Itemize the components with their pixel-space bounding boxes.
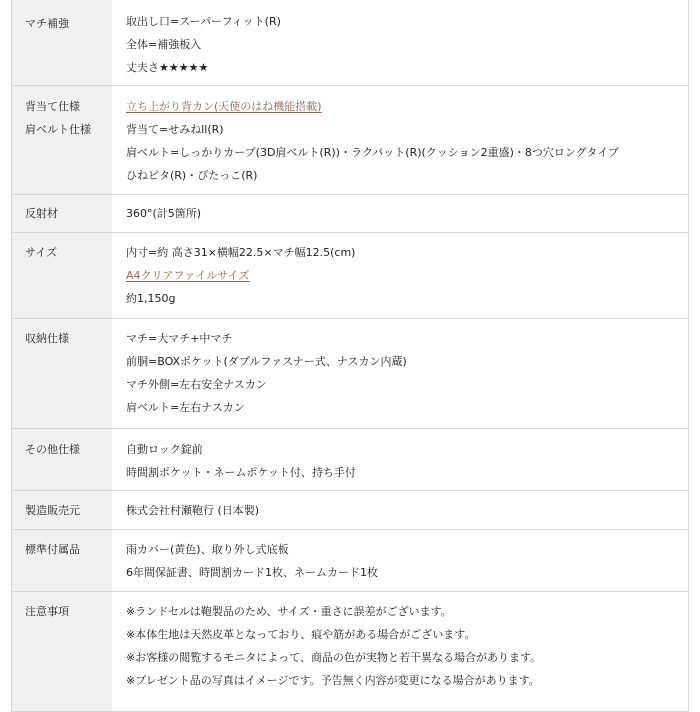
spec-row-size xyxy=(12,233,688,319)
spec-row-sonota xyxy=(12,429,688,491)
spec-value xyxy=(112,86,688,194)
spec-row-machi-hokyo xyxy=(12,0,688,86)
spec-line: 丈夫さ★★★★★ xyxy=(126,61,209,74)
spec-row-shuno xyxy=(12,319,688,429)
spec-label xyxy=(12,429,112,490)
spec-label xyxy=(12,233,112,318)
spec-line: ひねピタ(R)・ぴたっこ(R) xyxy=(126,169,258,182)
spec-line: 自動ロック錠前 xyxy=(126,443,203,456)
spec-label-text: マチ補強 xyxy=(25,17,69,30)
spec-row-hanshazai xyxy=(12,195,688,233)
spec-label xyxy=(12,592,112,711)
spec-label xyxy=(12,530,112,591)
spec-line: 雨カバー(黄色)、取り外し式底板 xyxy=(126,543,289,556)
spec-row-maker xyxy=(12,491,688,530)
spec-line: 6年間保証書、時間割カード1枚、ネームカード1枚 xyxy=(126,566,378,579)
spec-line: ※本体生地は天然皮革となっており、痕や筋がある場合がございます。 xyxy=(126,628,476,641)
spec-value xyxy=(112,592,688,711)
spec-line: ※プレゼント品の写真はイメージです。予告無く内容が変更になる場合があります。 xyxy=(126,674,540,687)
spec-value xyxy=(112,491,688,529)
a4-clearfile-size-link[interactable]: A4クリアファイルサイズ xyxy=(126,269,250,282)
spec-value xyxy=(112,195,688,232)
spec-table xyxy=(11,0,689,712)
spec-label-text: 肩ベルト仕様 xyxy=(25,123,91,136)
spec-line: ※ランドセルは鞄製品のため、サイズ・重さに誤差がございます。 xyxy=(126,605,452,618)
spec-label xyxy=(12,491,112,529)
spec-line: 取出し口=スーパーフィット(R) xyxy=(126,15,281,28)
spec-line: 背当て=せみねll(R) xyxy=(126,123,224,136)
spec-line: マチ外側=左右安全ナスカン xyxy=(126,378,267,391)
spec-row-fuzokuhin xyxy=(12,530,688,592)
spec-row-seate-katabelt xyxy=(12,86,688,195)
spec-value xyxy=(112,319,688,428)
spec-line: 時間割ポケット・ネームポケット付、持ち手付 xyxy=(126,466,356,479)
spec-label xyxy=(12,319,112,428)
spec-value xyxy=(112,233,688,318)
spec-line: 肩ベルト=左右ナスカン xyxy=(126,401,245,414)
spec-value xyxy=(112,530,688,591)
spec-line: マチ=大マチ+中マチ xyxy=(126,332,233,345)
spec-value xyxy=(112,0,688,85)
spec-line: 肩ベルト=しっかりカーブ(3D肩ベルト(R))・ラクパット(R)(クッション2重盛)・8つ穴ロングタイプ xyxy=(126,146,619,159)
spec-label-text: 製造販売元 xyxy=(25,504,80,517)
spec-line: 前胴=BOXポケット(ダブルファスナー式、ナスカン内蔵) xyxy=(126,355,407,368)
spec-label-text: 背当て仕様 xyxy=(25,100,80,113)
spec-value xyxy=(112,429,688,490)
spec-label-text: 収納仕様 xyxy=(25,332,69,345)
tachiagari-sekan-link[interactable]: 立ち上がり背カン(天使のはね機能搭載) xyxy=(126,100,322,113)
spec-row-chui xyxy=(12,592,688,712)
spec-line: 株式会社村瀬鞄行 (日本製) xyxy=(126,504,260,517)
spec-label-text: 反射材 xyxy=(25,207,58,220)
spec-label-text: その他仕様 xyxy=(25,443,80,456)
spec-line: ※お客様の閲覧するモニタによって、商品の色が実物と若干異なる場合があります。 xyxy=(126,651,542,664)
spec-label-text: 注意事項 xyxy=(25,605,69,618)
spec-label xyxy=(12,0,112,85)
spec-label-text: 標準付属品 xyxy=(25,543,80,556)
spec-label xyxy=(12,86,112,194)
spec-label-text: サイズ xyxy=(25,246,58,259)
spec-line: 360°(計5箇所) xyxy=(126,207,202,220)
spec-line: 内寸=約 高さ31×横幅22.5×マチ幅12.5(cm) xyxy=(126,246,356,259)
spec-line: 約1,150g xyxy=(126,292,176,305)
spec-label xyxy=(12,195,112,232)
spec-line: 全体=補強板入 xyxy=(126,38,202,51)
